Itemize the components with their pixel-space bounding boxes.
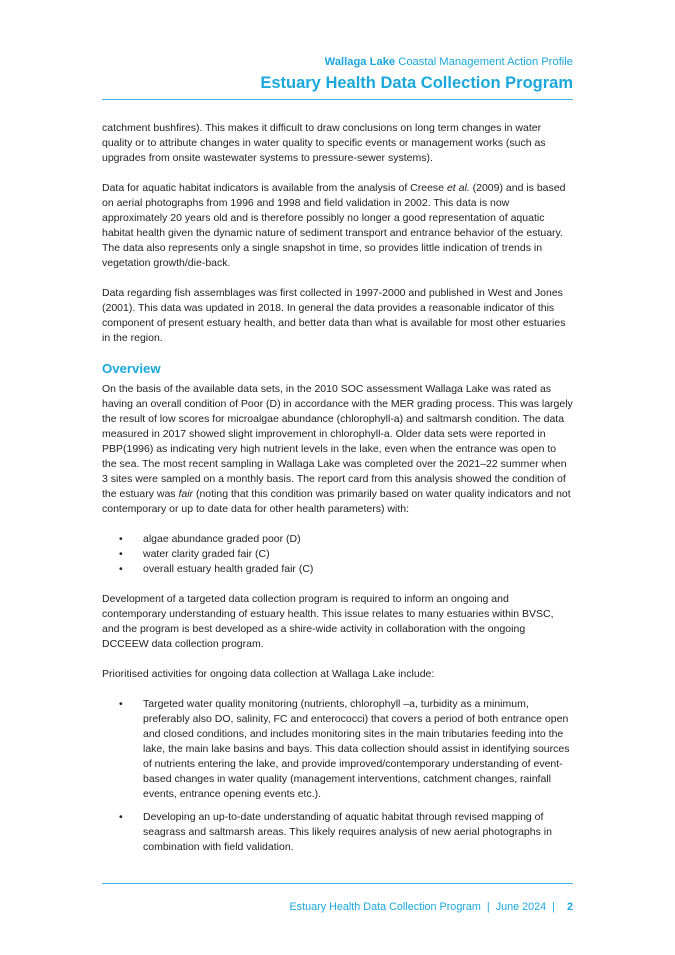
- profile-subtitle: [102, 55, 573, 69]
- footer-title: Estuary Health Data Collection Program: [289, 901, 481, 913]
- paragraph-overview: On the basis of the available data sets, in the 2010 SOC assessment Wallaga Lake was rated as having an overall condition of Poor (D) in accordance with the MER grading process. This was largely the result of low scores for microalgae abundance (chlorophyll-a) and saltmarsh condition. The data measured in 2017 showed slight improvement in chlorophyll-a. Older data sets were reported in PBP(1996) as indicating very high nutrient levels in the lake, even when the entrance was open to the sea. The most recent sampling in Wallaga Lake was completed over the 2021–22 summer when 3 sites were sampled on a monthly basis. The report card from this analysis showed the condition of the estuary was fair (noting that this condition was primarily based on water quality indicators and not contemporary or up to date data for other health parameters) with:: [102, 383, 573, 515]
- paragraph-program-development: Development of a targeted data collection program is required to inform an ongoing and contemporary understanding of estuary health. This issue relates to many estuaries within BVSC, and the program is best developed as a shire-wide activity in collaboration with the ongoing DCCEEW data collection program.: [102, 593, 554, 650]
- footer-separator: |: [486, 901, 490, 913]
- paragraph-fish-assemblages: Data regarding fish assemblages was first collected in 1997-2000 and published in West and Jones (2001). This data was updated in 2018. In general the data provides a reasonable indicator of this component of present estuary health, and better data than what is available for most other estuaries in the region.: [102, 287, 566, 344]
- list-item: • algae abundance graded poor (D): [119, 533, 301, 545]
- paragraph-aquatic-habitat: Data for aquatic habitat indicators is available from the analysis of Creese et al. (2009) and is based on aerial photographs from 1996 and 1998 and field validation in 2002. This data is now approximately 20 years old and is therefore possibly no longer a good representation of aquatic habitat health given the dynamic nature of sediment transport and entrance behavior of the estuary. The data also represents only a single snapshot in time, so provides little indication of trends in vegetation growth/die-back.: [102, 182, 566, 269]
- paragraph-bushfires: catchment bushfires). This makes it difficult to draw conclusions on long term changes in water quality or to attribute changes in water quality to specific events or management works (such as upgrades from onsite wastewater systems to pressure-sewer systems).: [102, 122, 546, 164]
- list-item: • Targeted water quality monitoring (nutrients, chlorophyll –a, turbidity as a minimum, preferably also DO, salinity, FC and enterococci) that covers a period of both entrance open and closed conditions, and includes monitoring sites in the main tributaries feeding into the lake, the main lake basins and bays. This data collection should assist in identifying sources of nutrients entering the lake, and provide improved/contemporary understanding of event-based changes in water quality (management interventions, catchment changes, rainfall events, entrance opening events etc.).: [119, 698, 570, 800]
- profile-rest: Coastal Management Action Profile: [395, 56, 573, 68]
- document-body: [102, 121, 573, 870]
- header-divider: [102, 99, 573, 100]
- list-item: • Developing an up-to-date understanding of aquatic habitat through revised mapping of seagrass and saltmarsh areas. This likely requires analysis of new aerial photographs in combination with field validation.: [119, 811, 552, 853]
- page-title: Estuary Health Data Collection Program: [260, 74, 573, 92]
- bullet-icon: •: [119, 533, 123, 545]
- paragraph-prioritised-intro: Prioritised activities for ongoing data collection at Wallaga Lake include:: [102, 668, 435, 680]
- page-footer: [289, 900, 573, 914]
- grades-list: [102, 532, 573, 577]
- overview-heading: Overview: [102, 361, 161, 376]
- page-header: [102, 55, 573, 94]
- bullet-icon: •: [119, 698, 123, 710]
- profile-lake-name: Wallaga Lake: [324, 56, 396, 68]
- citation-et-al: et al.: [446, 182, 470, 194]
- bullet-icon: •: [119, 563, 123, 575]
- activities-list: [102, 697, 573, 855]
- bullet-icon: •: [119, 548, 123, 560]
- condition-fair: fair: [178, 488, 194, 500]
- footer-divider: [102, 883, 573, 884]
- footer-date: June 2024: [495, 901, 547, 913]
- footer-separator: |: [552, 901, 555, 913]
- bullet-icon: •: [119, 811, 123, 823]
- list-item: • overall estuary health graded fair (C): [119, 563, 314, 575]
- page-number: 2: [566, 901, 573, 913]
- list-item: • water clarity graded fair (C): [119, 548, 270, 560]
